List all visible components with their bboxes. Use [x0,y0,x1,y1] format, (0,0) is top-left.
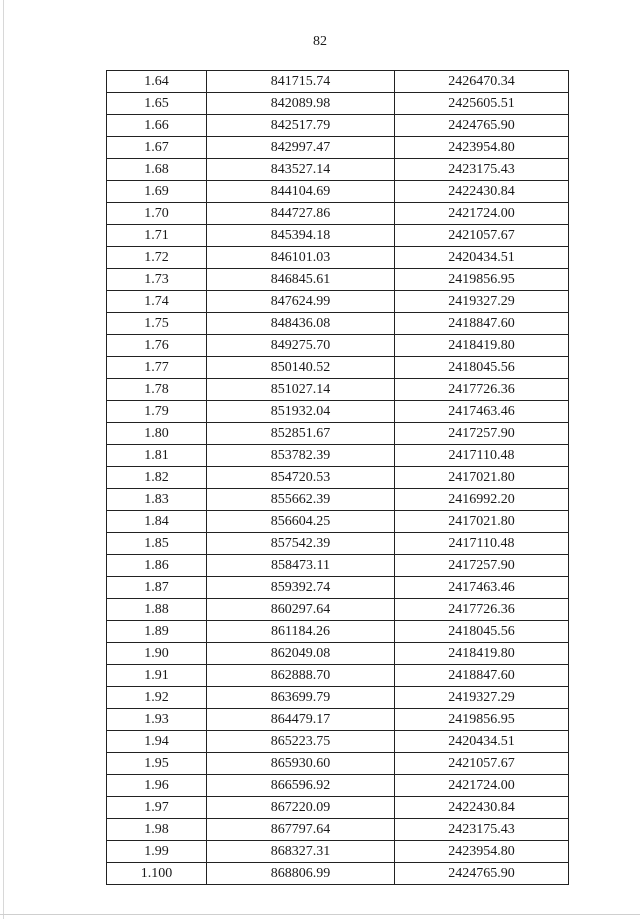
table-row [107,775,569,797]
y-coordinate-cell: 2417110.48 [395,533,569,555]
x-coordinate-cell: 865930.60 [207,753,395,775]
table-row [107,511,569,533]
point-id-cell: 1.82 [107,467,207,489]
y-coordinate-cell: 2417021.80 [395,511,569,533]
point-id-cell: 1.93 [107,709,207,731]
y-coordinate-cell: 2418419.80 [395,643,569,665]
x-coordinate-cell: 844104.69 [207,181,395,203]
x-coordinate-cell: 856604.25 [207,511,395,533]
point-id-cell: 1.79 [107,401,207,423]
x-coordinate-cell: 846101.03 [207,247,395,269]
y-coordinate-cell: 2422430.84 [395,181,569,203]
y-coordinate-cell: 2416992.20 [395,489,569,511]
point-id-cell: 1.66 [107,115,207,137]
y-coordinate-cell: 2419856.95 [395,269,569,291]
table-row [107,709,569,731]
point-id-cell: 1.97 [107,797,207,819]
table-row [107,445,569,467]
x-coordinate-cell: 855662.39 [207,489,395,511]
y-coordinate-cell: 2419327.29 [395,291,569,313]
y-coordinate-cell: 2417726.36 [395,379,569,401]
point-id-cell: 1.84 [107,511,207,533]
point-id-cell: 1.89 [107,621,207,643]
table-row [107,313,569,335]
table-row [107,401,569,423]
point-id-cell: 1.75 [107,313,207,335]
point-id-cell: 1.100 [107,863,207,885]
x-coordinate-cell: 849275.70 [207,335,395,357]
table-row [107,269,569,291]
x-coordinate-cell: 850140.52 [207,357,395,379]
x-coordinate-cell: 842997.47 [207,137,395,159]
x-coordinate-cell: 868806.99 [207,863,395,885]
x-coordinate-cell: 858473.11 [207,555,395,577]
point-id-cell: 1.83 [107,489,207,511]
point-id-cell: 1.65 [107,93,207,115]
point-id-cell: 1.74 [107,291,207,313]
point-id-cell: 1.73 [107,269,207,291]
point-id-cell: 1.70 [107,203,207,225]
x-coordinate-cell: 857542.39 [207,533,395,555]
x-coordinate-cell: 852851.67 [207,423,395,445]
x-coordinate-cell: 867220.09 [207,797,395,819]
point-id-cell: 1.80 [107,423,207,445]
point-id-cell: 1.76 [107,335,207,357]
y-coordinate-cell: 2417463.46 [395,401,569,423]
point-id-cell: 1.87 [107,577,207,599]
x-coordinate-cell: 859392.74 [207,577,395,599]
point-id-cell: 1.81 [107,445,207,467]
y-coordinate-cell: 2419327.29 [395,687,569,709]
x-coordinate-cell: 861184.26 [207,621,395,643]
table-row [107,93,569,115]
point-id-cell: 1.67 [107,137,207,159]
table-row [107,489,569,511]
point-id-cell: 1.92 [107,687,207,709]
point-id-cell: 1.64 [107,71,207,93]
table-row [107,687,569,709]
x-coordinate-cell: 844727.86 [207,203,395,225]
table-row [107,335,569,357]
x-coordinate-cell: 845394.18 [207,225,395,247]
table-row [107,555,569,577]
x-coordinate-cell: 851932.04 [207,401,395,423]
point-id-cell: 1.71 [107,225,207,247]
y-coordinate-cell: 2420434.51 [395,247,569,269]
page-number: 82 [313,34,327,49]
y-coordinate-cell: 2417021.80 [395,467,569,489]
table-row [107,753,569,775]
point-id-cell: 1.99 [107,841,207,863]
x-coordinate-cell: 843527.14 [207,159,395,181]
y-coordinate-cell: 2417726.36 [395,599,569,621]
table-row [107,577,569,599]
x-coordinate-cell: 848436.08 [207,313,395,335]
y-coordinate-cell: 2423175.43 [395,819,569,841]
point-id-cell: 1.94 [107,731,207,753]
point-id-cell: 1.85 [107,533,207,555]
point-id-cell: 1.68 [107,159,207,181]
y-coordinate-cell: 2423954.80 [395,137,569,159]
point-id-cell: 1.72 [107,247,207,269]
y-coordinate-cell: 2422430.84 [395,797,569,819]
x-coordinate-cell: 846845.61 [207,269,395,291]
table-row [107,731,569,753]
x-coordinate-cell: 862888.70 [207,665,395,687]
y-coordinate-cell: 2418045.56 [395,621,569,643]
y-coordinate-cell: 2418045.56 [395,357,569,379]
table-row [107,379,569,401]
x-coordinate-cell: 863699.79 [207,687,395,709]
y-coordinate-cell: 2421724.00 [395,203,569,225]
point-id-cell: 1.77 [107,357,207,379]
y-coordinate-cell: 2424765.90 [395,115,569,137]
table-row [107,643,569,665]
table-row [107,533,569,555]
table-row [107,159,569,181]
x-coordinate-cell: 865223.75 [207,731,395,753]
scan-edge-line [3,0,4,919]
x-coordinate-cell: 862049.08 [207,643,395,665]
point-id-cell: 1.90 [107,643,207,665]
x-coordinate-cell: 842517.79 [207,115,395,137]
table-row [107,115,569,137]
x-coordinate-cell: 867797.64 [207,819,395,841]
y-coordinate-cell: 2421724.00 [395,775,569,797]
x-coordinate-cell: 864479.17 [207,709,395,731]
y-coordinate-cell: 2417257.90 [395,423,569,445]
table-row [107,137,569,159]
table-body [107,71,569,885]
table-row [107,247,569,269]
x-coordinate-cell: 842089.98 [207,93,395,115]
table-row [107,291,569,313]
point-id-cell: 1.69 [107,181,207,203]
y-coordinate-cell: 2423175.43 [395,159,569,181]
table-row [107,423,569,445]
y-coordinate-cell: 2418847.60 [395,313,569,335]
coordinates-table [106,70,569,885]
point-id-cell: 1.88 [107,599,207,621]
table-row [107,665,569,687]
point-id-cell: 1.78 [107,379,207,401]
y-coordinate-cell: 2419856.95 [395,709,569,731]
scan-bottom-line [0,914,640,915]
table-row [107,863,569,885]
x-coordinate-cell: 841715.74 [207,71,395,93]
y-coordinate-cell: 2423954.80 [395,841,569,863]
table-row [107,203,569,225]
y-coordinate-cell: 2426470.34 [395,71,569,93]
x-coordinate-cell: 853782.39 [207,445,395,467]
x-coordinate-cell: 866596.92 [207,775,395,797]
point-id-cell: 1.95 [107,753,207,775]
table-row [107,819,569,841]
y-coordinate-cell: 2421057.67 [395,225,569,247]
table-row [107,599,569,621]
y-coordinate-cell: 2417257.90 [395,555,569,577]
x-coordinate-cell: 854720.53 [207,467,395,489]
x-coordinate-cell: 847624.99 [207,291,395,313]
y-coordinate-cell: 2421057.67 [395,753,569,775]
point-id-cell: 1.98 [107,819,207,841]
x-coordinate-cell: 860297.64 [207,599,395,621]
table-row [107,181,569,203]
table-row [107,841,569,863]
table-row [107,467,569,489]
point-id-cell: 1.91 [107,665,207,687]
y-coordinate-cell: 2417463.46 [395,577,569,599]
table-row [107,621,569,643]
table-row [107,357,569,379]
y-coordinate-cell: 2425605.51 [395,93,569,115]
point-id-cell: 1.96 [107,775,207,797]
point-id-cell: 1.86 [107,555,207,577]
table-row [107,797,569,819]
y-coordinate-cell: 2420434.51 [395,731,569,753]
y-coordinate-cell: 2418847.60 [395,665,569,687]
table-row [107,71,569,93]
y-coordinate-cell: 2424765.90 [395,863,569,885]
y-coordinate-cell: 2417110.48 [395,445,569,467]
x-coordinate-cell: 868327.31 [207,841,395,863]
x-coordinate-cell: 851027.14 [207,379,395,401]
y-coordinate-cell: 2418419.80 [395,335,569,357]
table-row [107,225,569,247]
